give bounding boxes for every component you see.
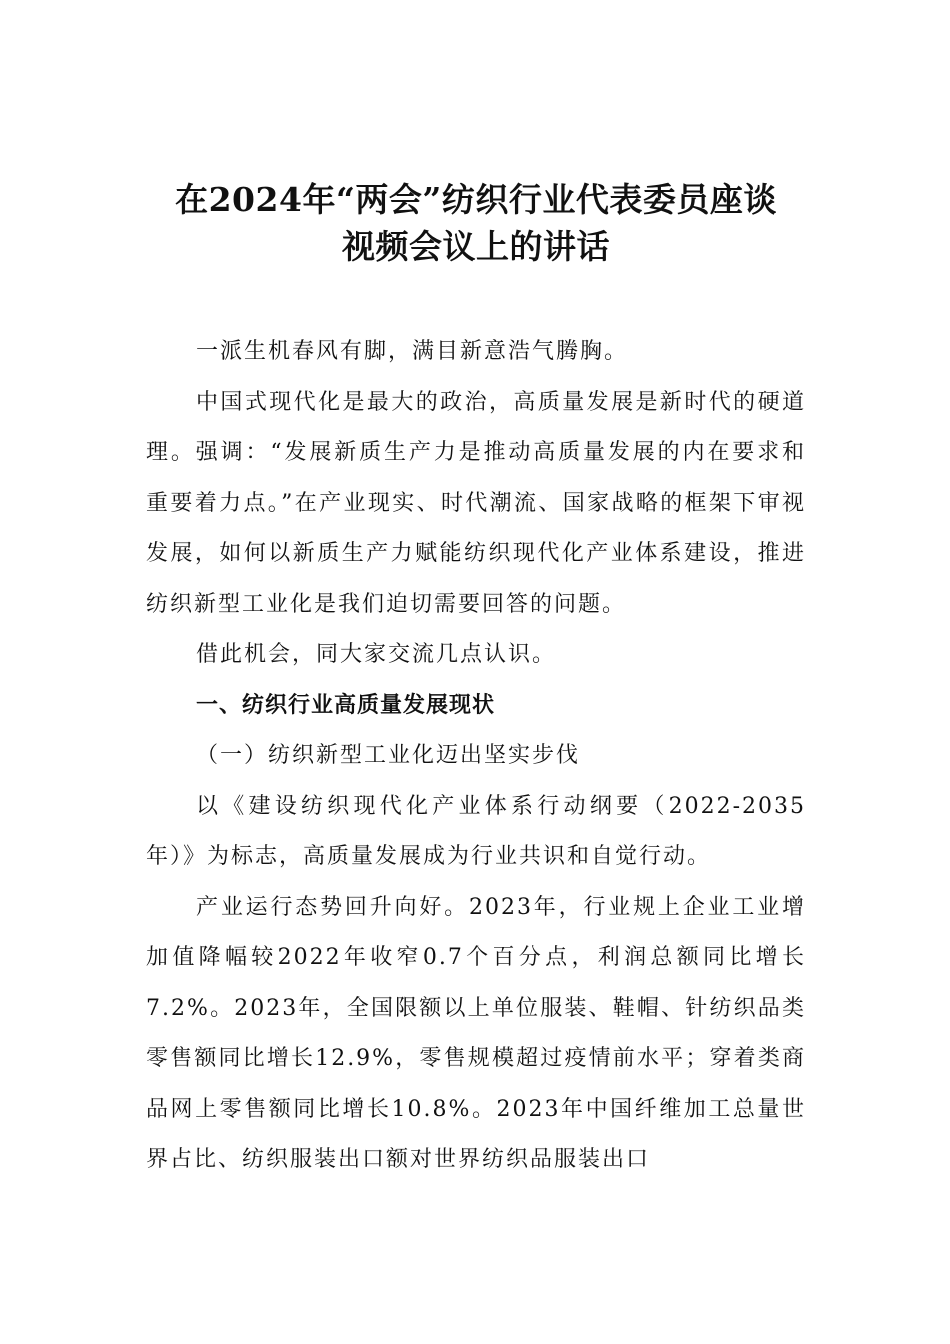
paragraph-exchange: 借此机会，同大家交流几点认识。 bbox=[196, 642, 557, 667]
paragraph-opening: 一派生机春风有脚，满目新意浩气腾胸。 bbox=[196, 339, 629, 364]
paragraph-industry-operation: 产业运行态势回升向好。2023年，行业规上企业工业增加值降幅较2022年收窄0.7个百分点，利润总额同比增长7.2%。2023年，全国限额以上单位服装、鞋帽、针纺织品类零售额同比增长12.9%，零售规模超过疫情前水平；穿着类商品网上零售额同比增长10.8%。2023年中国纤维加工总量世界占比、纺织服装出口额对世界纺织品服装出口 bbox=[146, 894, 806, 1172]
subsection-heading-1: （一）纺织新型工业化迈出坚实步伐 bbox=[196, 743, 581, 768]
paragraph-modernization: 中国式现代化是最大的政治，高质量发展是新时代的硬道理。强调：“发展新质生产力是推动高质量发展的内在要求和重要着力点。”在产业现实、时代潮流、国家战略的框架下审视发展，如何以新质生产力赋能纺织现代化产业体系建设，推进纺织新型工业化是我们迫切需要回答的问题。 bbox=[146, 389, 806, 617]
document-body bbox=[146, 327, 806, 1186]
title-line-1: 在2024年“两会”纺织行业代表委员座谈 bbox=[175, 180, 777, 219]
paragraph-action-plan: 以《建设纺织现代化产业体系行动纲要（2022-2035年）》为标志，高质量发展成为行业共识和自觉行动。 bbox=[146, 793, 806, 869]
document-title bbox=[146, 176, 806, 270]
section-heading-1: 一、纺织行业高质量发展现状 bbox=[196, 692, 496, 718]
title-line-2: 视频会议上的讲话 bbox=[342, 227, 610, 266]
